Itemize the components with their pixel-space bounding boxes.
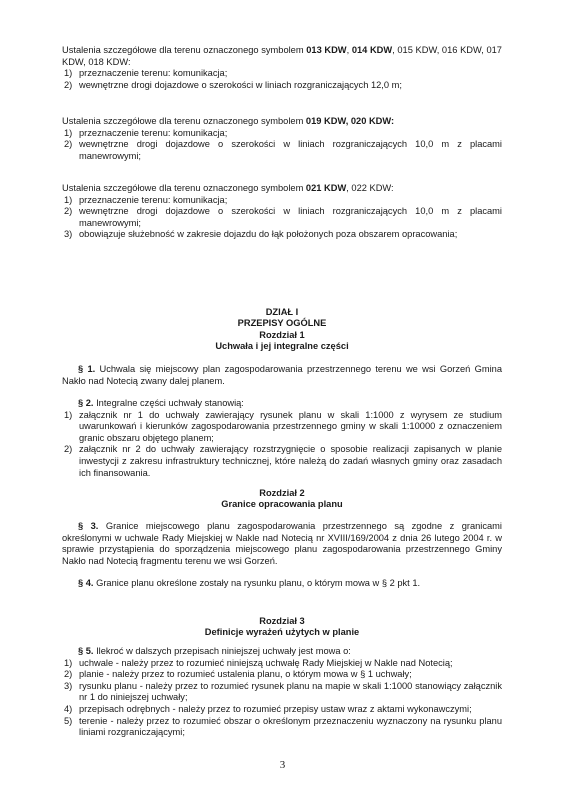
- heading-text-rest: , 015 KDW, 016 KDW, 017 KDW, 018 KDW:: [62, 45, 502, 67]
- paragraph-5-text: [62, 646, 502, 658]
- separator: ,: [346, 45, 352, 55]
- list-item-text: obowiązuje służebność w zakresie dojazdu do łąk położonych poza obszarem opracowania;: [79, 229, 458, 240]
- list-item-text: terenie - należy przez to rozumieć obszar o określonym przeznaczeniu wyznaczony na rysunku planu liniami rozgraniczającymi;: [79, 715, 502, 738]
- page-number: 3: [279, 759, 286, 771]
- list-item: 2) planie - należy przez to rozumieć ustalenia planu, o którym mowa w § 1 uchwały;: [64, 669, 412, 680]
- paragraph-3: [62, 521, 502, 567]
- paragraph-body: Granice planu określone zostały na rysunku planu, o którym mowa w § 2 pkt 1.: [93, 578, 421, 588]
- list-item: 1) przeznaczenie terenu: komunikacja;: [64, 194, 228, 205]
- paragraph-5-items: [62, 658, 502, 739]
- symbol-021-kdw: 021 KDW: [305, 183, 347, 193]
- list-item: 4) przepisach odrębnych - należy przez to rozumieć przepisy ustaw wraz z aktami wykonawczymi;: [64, 703, 472, 714]
- section-items: [62, 195, 502, 241]
- paragraph-mark: § 2.: [78, 398, 94, 408]
- paragraph-3-text: [62, 521, 502, 567]
- list-item: 2) załącznik nr 2 do uchwały zawierający rozstrzygnięcie o sposobie realizacji zapisanych w planie inwestycji z zakresu infrastruktury technicznej, które należą do zadań własnych gminy oraz zasadach ich finansowania.: [64, 444, 502, 478]
- list-item-text: rysunku planu - należy przez to rozumieć rysunek planu na mapie w skali 1:1000 stanowiący załącznik nr 1 do niniejszej uchwały;: [79, 680, 502, 703]
- chapter-3-label: Rozdział 3: [259, 616, 305, 626]
- section-items: [62, 128, 502, 163]
- list-item-text: załącznik nr 2 do uchwały zawierający rozstrzygnięcie o sposobie realizacji zapisanych w planie inwestycji z zakresu infrastruktury technicznej, które należą do zadań własnych gminy oraz zasadach ich finansowania.: [79, 444, 502, 478]
- heading-text: Ustalenia szczegółowe dla terenu oznaczonego symbolem: [62, 116, 306, 126]
- paragraph-body: Granice miejscowego planu zagospodarowania przestrzennego są zgodne z granicami określonymi w uchwale Rady Miejskiej w Nakle nad Notecią nr XVIII/169/2004 z dnia 26 lutego 2004 r. w sprawie przystąpienia do sporządzenia miejscowego planu zagospodarowania przestrzennego Gminy Nakło nad Notecią fragmentu terenu we wsi Gorzeń.: [62, 521, 502, 566]
- symbol-014-kdw: 014 KDW: [351, 45, 393, 55]
- section-013-018-kdw: [62, 45, 502, 91]
- chapter-3-title: Definicje wyrażeń użytych w planie: [204, 627, 360, 638]
- heading-text: Ustalenia szczegółowe dla terenu oznaczonego symbolem: [62, 45, 307, 55]
- dzial-heading: [62, 307, 502, 353]
- paragraph-mark: § 4.: [78, 578, 94, 588]
- list-item: 3) rysunku planu - należy przez to rozumieć rysunek planu na mapie w skali 1:1000 stanowiący załącznik nr 1 do niniejszej uchwały;: [64, 680, 502, 703]
- paragraph-body: Integralne części uchwały stanowią:: [93, 398, 244, 408]
- list-item-text: wewnętrzne drogi dojazdowe o szerokości w liniach rozgraniczających 12,0 m;: [79, 79, 402, 90]
- paragraph-body: Ilekroć w dalszych przepisach niniejszej uchwały jest mowa o:: [93, 646, 351, 656]
- paragraph-1: [62, 364, 502, 387]
- list-item: 2) wewnętrzne drogi dojazdowe o szerokości w liniach rozgraniczających 12,0 m;: [64, 79, 402, 90]
- list-item-text: przeznaczenie terenu: komunikacja;: [79, 68, 228, 79]
- paragraph-4: [62, 578, 502, 590]
- paragraph-2: [62, 398, 502, 479]
- list-item: 2) wewnętrzne drogi dojazdowe o szerokości w liniach rozgraniczających 10,0 m z placami manewrowymi;: [64, 206, 502, 228]
- paragraph-5: [62, 646, 502, 739]
- list-item-text: załącznik nr 1 do uchwały zawierający rysunek planu w skali 1:1000 z wyrysem ze studium uwarunkowań i kierunków zagospodarowania przestrzennego gminy w skali 1:10000 z oznaczeniem granic obszaru objętego planem;: [79, 409, 502, 443]
- list-item-text: wewnętrzne drogi dojazdowe o szerokości w liniach rozgraniczających 10,0 m z placami manewrowymi;: [79, 139, 502, 161]
- heading-text: Ustalenia szczegółowe dla terenu oznaczonego symbolem: [62, 183, 306, 193]
- list-item-text: przeznaczenie terenu: komunikacja;: [79, 194, 228, 205]
- list-item: 1) przeznaczenie terenu: komunikacja;: [64, 68, 228, 79]
- list-item: 1) załącznik nr 1 do uchwały zawierający rysunek planu w skali 1:1000 z wyrysem ze studium uwarunkowań i kierunków zagospodarowania przestrzennego gminy w skali 1:10000 z oznaczeniem granic obszaru objętego planem;: [64, 409, 502, 443]
- paragraph-2-items: [62, 410, 502, 480]
- list-item-text: wewnętrzne drogi dojazdowe o szerokości w liniach rozgraniczających 10,0 m z placami manewrowymi;: [79, 206, 502, 228]
- chapter-2-label: Rozdział 2: [259, 488, 305, 498]
- section-items: [62, 68, 502, 91]
- paragraph-mark: § 3.: [78, 521, 99, 531]
- section-019-020-kdw: [62, 116, 502, 162]
- list-item: 2) wewnętrzne drogi dojazdowe o szerokości w liniach rozgraniczających 10,0 m z placami manewrowymi;: [64, 139, 502, 161]
- paragraph-body: Uchwala się miejscowy plan zagospodarowania przestrzennego terenu we wsi Gorzeń Gmina Nakło nad Notecią zwany dalej planem.: [62, 364, 503, 386]
- list-item-text: przepisach odrębnych - należy przez to rozumieć przepisy ustaw wraz z aktami wykonawczymi;: [79, 703, 472, 714]
- paragraph-4-text: [62, 578, 502, 590]
- chapter-1-label: Rozdział 1: [259, 329, 305, 340]
- symbol-019-020-kdw: 019 KDW, 020 KDW:: [305, 116, 395, 126]
- dzial-subtitle: PRZEPISY OGÓLNE: [237, 318, 327, 329]
- list-item-text: planie - należy przez to rozumieć ustalenia planu, o którym mowa w § 1 uchwały;: [79, 669, 412, 680]
- list-item: 1) uchwale - należy przez to rozumieć niniejszą uchwałę Rady Miejskiej w Nakle nad Notecią;: [64, 657, 453, 668]
- paragraph-1-text: [62, 364, 502, 387]
- list-item: 1) przeznaczenie terenu: komunikacja;: [64, 127, 228, 138]
- chapter-3-heading: [62, 616, 502, 639]
- section-heading: [62, 183, 502, 195]
- chapter-1-title: Uchwała i jej integralne części: [215, 341, 349, 352]
- heading-text-rest: , 022 KDW:: [346, 183, 394, 193]
- section-heading: [62, 116, 502, 128]
- list-item-text: uchwale - należy przez to rozumieć niniejszą uchwałę Rady Miejskiej w Nakle nad Notecią;: [79, 657, 453, 668]
- symbol-013-kdw: 013 KDW: [306, 45, 347, 55]
- section-heading: [62, 45, 502, 68]
- section-021-022-kdw: [62, 183, 502, 241]
- list-item: 3) obowiązuje służebność w zakresie dojazdu do łąk położonych poza obszarem opracowania;: [64, 229, 458, 240]
- chapter-2-title: Granice opracowania planu: [221, 499, 343, 510]
- paragraph-mark: § 1.: [78, 364, 96, 374]
- paragraph-mark: § 5.: [78, 646, 94, 656]
- dzial-title: DZIAŁ I: [265, 307, 299, 317]
- list-item: 5) terenie - należy przez to rozumieć obszar o określonym przeznaczeniu wyznaczony na rysunku planu liniami rozgraniczającymi;: [64, 715, 502, 738]
- list-item-text: przeznaczenie terenu: komunikacja;: [79, 127, 228, 138]
- paragraph-2-text: [62, 398, 502, 410]
- chapter-2-heading: [62, 488, 502, 511]
